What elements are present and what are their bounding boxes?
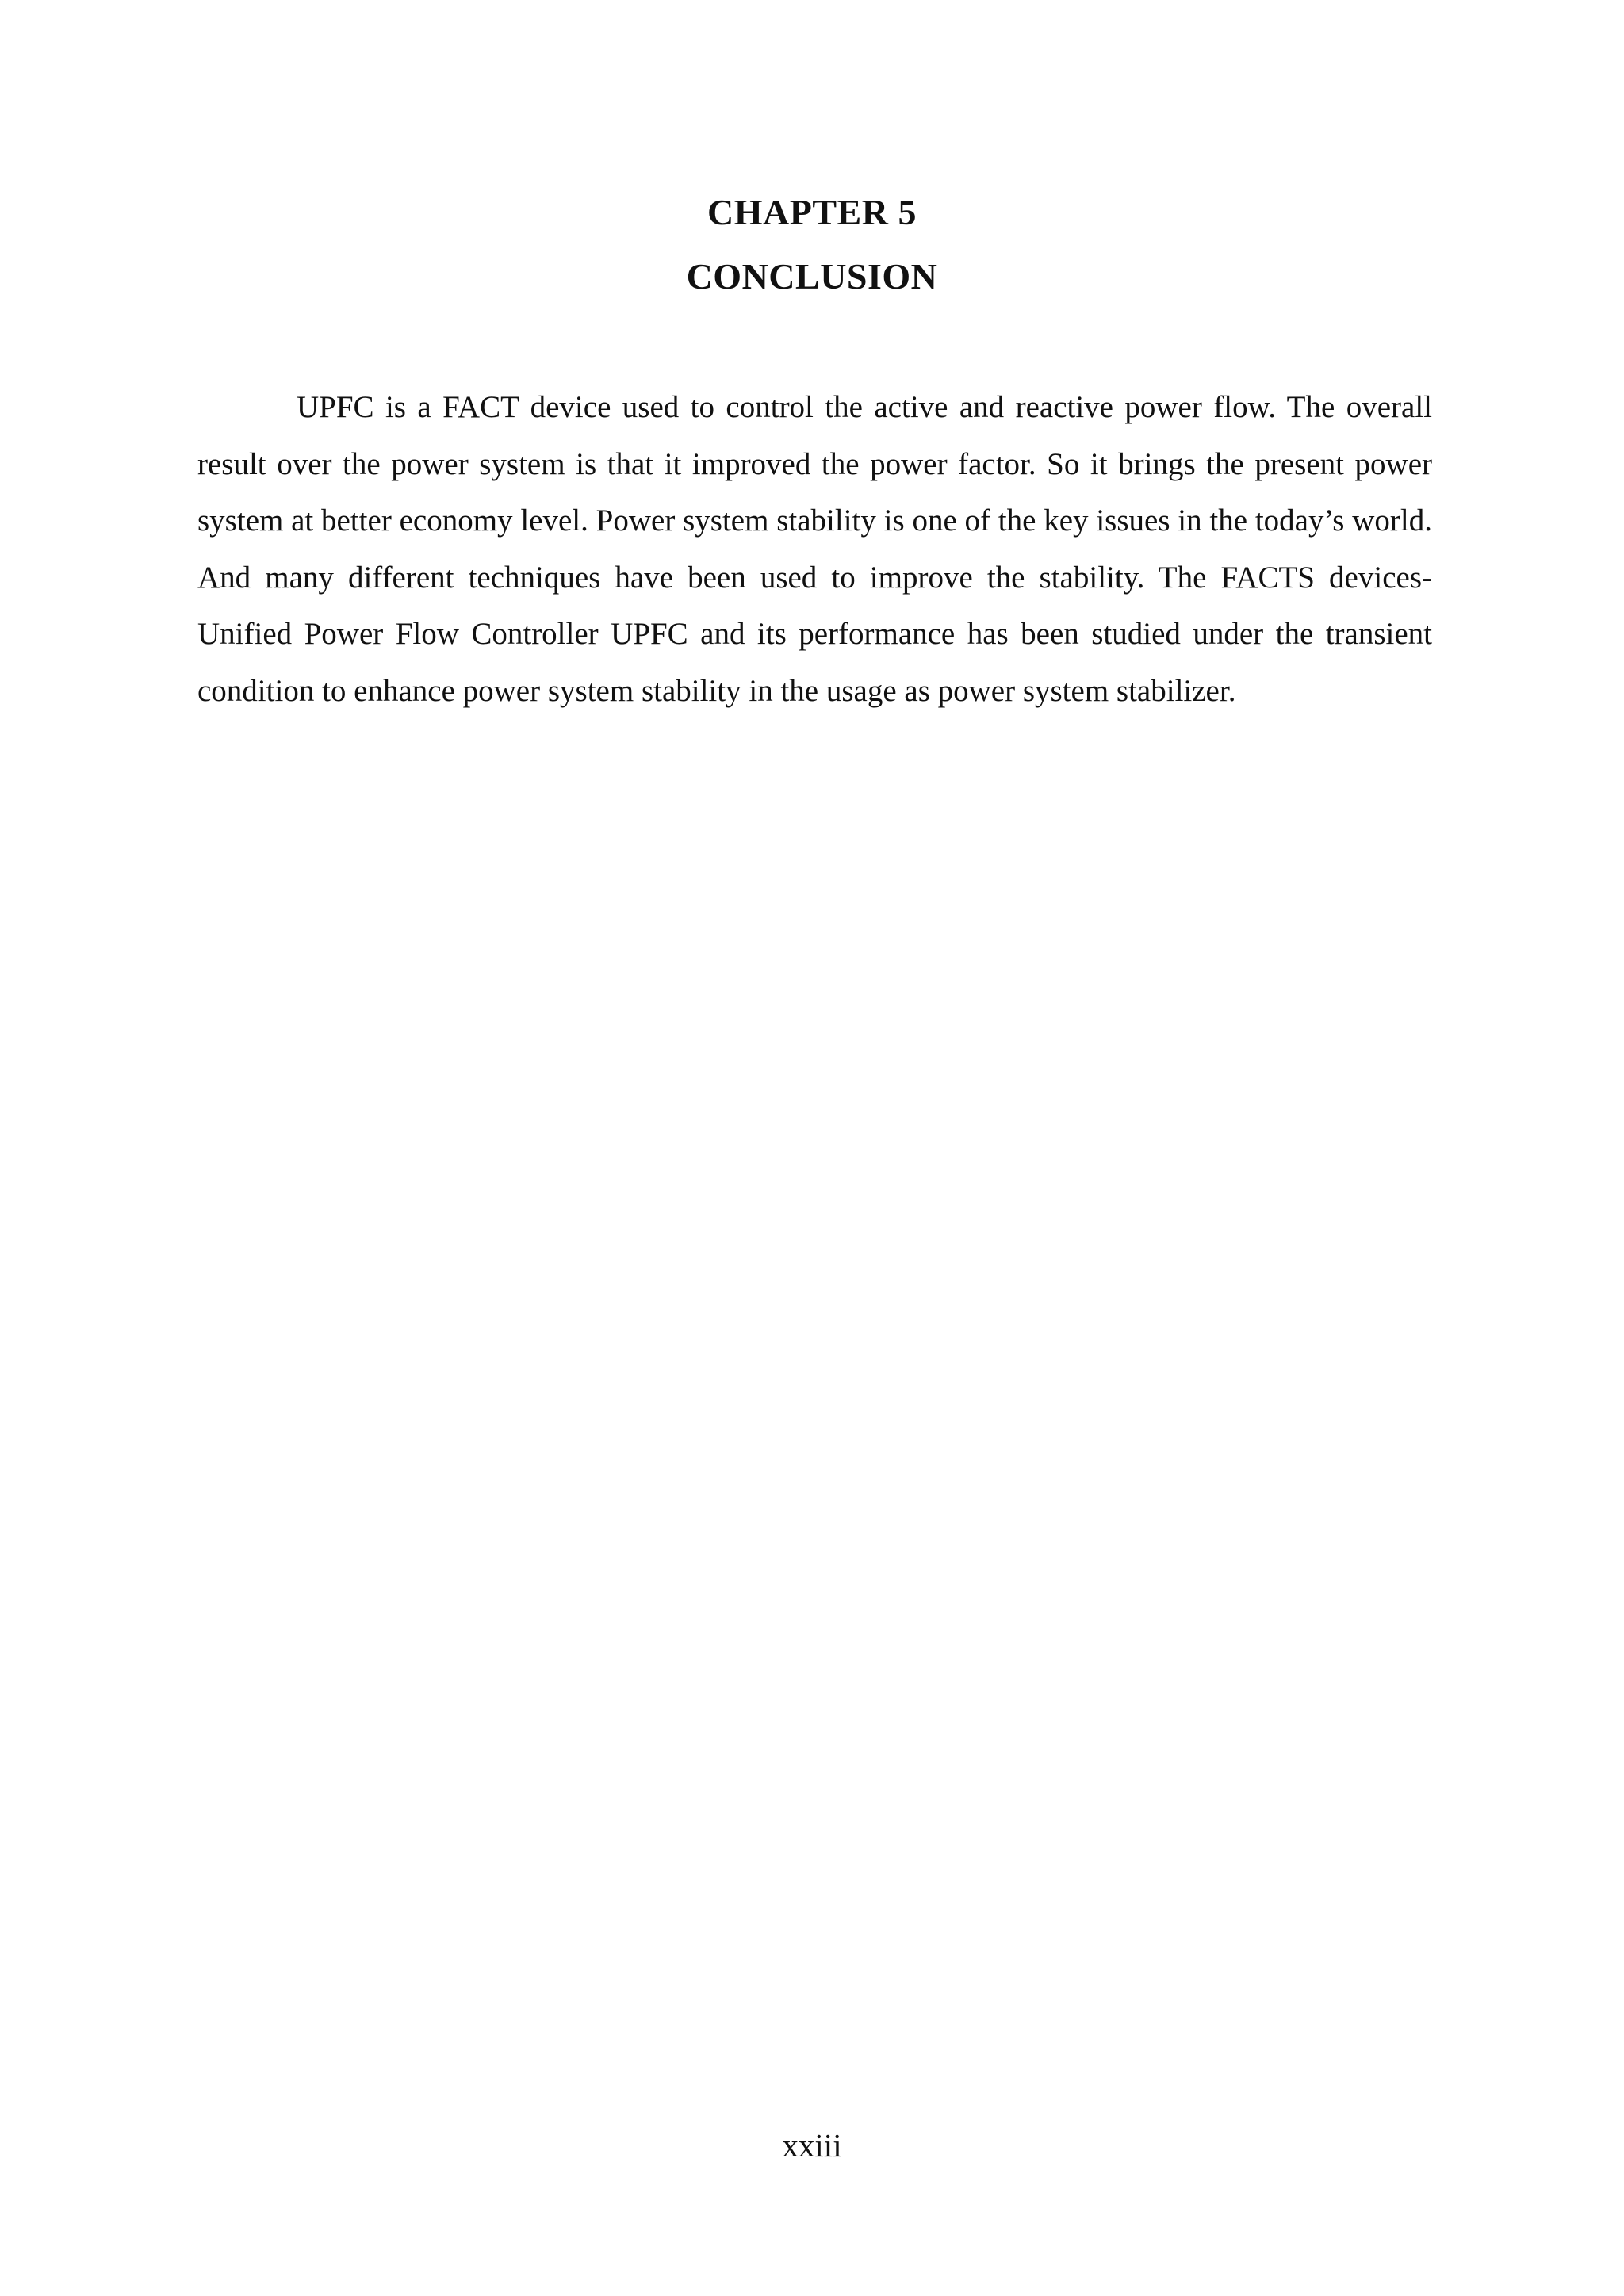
chapter-number: CHAPTER 5 (707, 192, 917, 232)
conclusion-paragraph: UPFC is a FACT device used to control the active and reactive power flow. The overall result over the power system is that it improved the power factor. So it brings the present power system at better economy level. Power system stability is one of the key issues in the today’s world. And many different techniques have been used to improve the stability. The FACTS devices-Unified Power Flow Controller UPFC and its performance has been studied under the transient condition to enhance power system stability in the usage as power system stabilizer. (197, 390, 1432, 708)
page-number: xxiii (782, 2127, 842, 2164)
chapter-title: CONCLUSION (686, 256, 938, 297)
chapter-heading (0, 190, 1624, 298)
